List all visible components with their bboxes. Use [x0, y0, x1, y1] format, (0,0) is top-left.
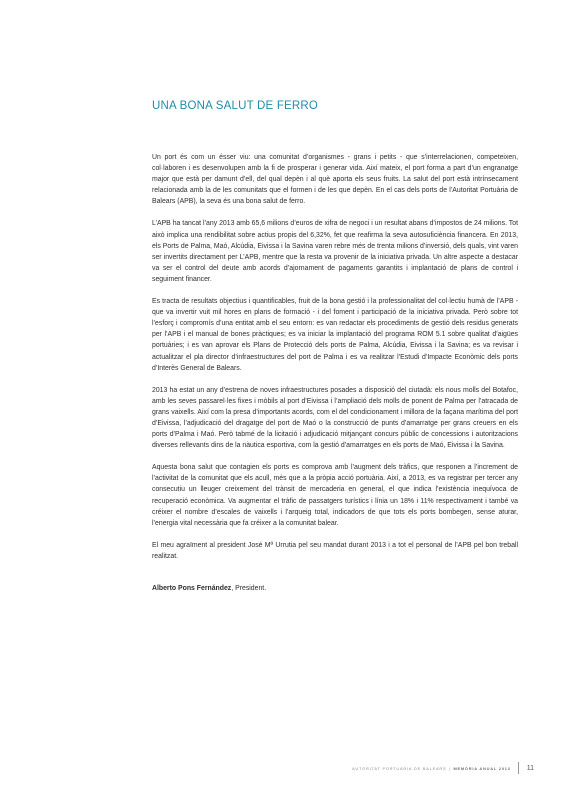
- signature: [152, 583, 518, 594]
- body-text: [152, 152, 518, 605]
- footer-report-title: MEMÒRIA ANUAL 2013: [453, 765, 511, 771]
- page-title: UNA BONA SALUT DE FERRO: [152, 100, 319, 112]
- footer-separator: |: [449, 765, 451, 771]
- page-number: 11: [526, 764, 534, 772]
- footer-divider: [518, 762, 519, 774]
- paragraph-2: L’APB ha tancat l’any 2013 amb 65,6 milions d’euros de xifra de negoci i un resultat abans d’impostos de 24 milions. Tot això implica una rendibilitat sobre actius propis del 6,32%, fet que reafirma la seva autosuficiència financera. En 2013, els Ports de Palma, Maó, Alcúdia, Eivissa i la Savina varen rebre més de trenta milions d’inversió, dels quals, vint varen ser invertits directament per L’APB, mentre que la resta va provenir de la iniciativa privada. Un altre aspecte a destacar va ser el control del deute amb acords d’ajornament de pagaments garantits i implantació de plans de control i seguiment financer.: [152, 220, 518, 283]
- paragraph-4: 2013 ha estat un any d’estrena de noves infraestructures posades a disposició del ciutadà: els nous molls del Botafoc, amb les seves passarel·les fixes i mòbils al port d’Eivissa i l’ampliació dels molls de ponent de Palma per l’atracada de grans vaixells. Així com la presa d’importants acords, com el del condicionament i millora de la façana marítima del port d’Eivissa, l’adjudicació del dragatge del port de Maó o la construcció de punts d’amarratge per grans creuers en els ports d’Palma i Maó. Però tabmé de la licitació i adjudicació mitjançant concurs públic de concessions i autoritzacions diverses rellevants dins de la nàutica esportiva, com la gestió d’amarratges en els ports de Maó, Eivissa i la Savina.: [152, 386, 518, 450]
- signature-role: , President.: [231, 585, 267, 592]
- paragraph-1: Un port és com un ésser viu: una comunitat d’organismes - grans i petits - que s’interrelacionen, competeixen, col·laboren i es desenvolupen amb la fi de prosperar i generar vida. Així mateix, el port forma a part d’un engranatge major que està per damunt d’ell, del qual depèn i al què aporta els seus fruits. La salut del port està intrínsecament relacionada amb la de les comunitats que el formen i de les que depèn. En el cas dels ports de l’Autoritat Portuària de Balears (APB), la seva és una bona salut de ferro.: [152, 154, 518, 206]
- page-footer: [352, 762, 534, 774]
- paragraph-5: Aquesta bona salut que contagien els ports es comprova amb l’augment dels tràfics, que responen a l’increment de l’activitat de la comunitat que els acull, més que a la pròpia acció portuària. Així, a 2013, es va registrar per tercer any consecutiu un lleuger creixement del trànsit de mercaderia en general, el que indica l’existència inequívoca de recuperació econòmica. Va augmentar el tràfic de passatgers turístics i línia un 18% i 11% respectivament i també va créixer el nombre d’escales de vaixells i l’arqueig total, indicadors de que tots els ports bombegen, sense aturar, l’energia vital necessària que fa créixer a la comunitat balear.: [152, 464, 518, 527]
- paragraph-6: El meu agraïment al president José Mª Urrutia pel seu mandat durant 2013 i a tot el personal de l’APB pel bon treball realitzat.: [152, 541, 518, 560]
- signature-name: Alberto Pons Fernández: [152, 585, 232, 592]
- footer-organization: AUTORITAT PORTUÀRIA DE BALEARS: [352, 765, 447, 771]
- paragraph-3: Es tracta de resultats objectius i quantificables, fruit de la bona gestió i la professionalitat del col·lectiu humà de l’APB - que va invertir vuit mil hores en plans de formació - i del foment i participació de la iniciativa privada. Però sobre tot l’esforç i compromís d’una entitat amb el seu entorn: es van redactar els procediments de gestió dels residus generats per l’APB i el manual de bones pràctiques; es va iniciar la implantació del programa ROM 5.1 sobre qualitat d’aigües portuàries; i es van aprovar els Plans de Protecció dels ports de Palma, Alcúdia, Eivissa i la Savina; es va revisar i actualitzar el pla director d’infraestructures del port de Palma i es va realitzar l’Estudi d’Impacte Econòmic dels ports d’Interès General de Balears.: [152, 298, 518, 372]
